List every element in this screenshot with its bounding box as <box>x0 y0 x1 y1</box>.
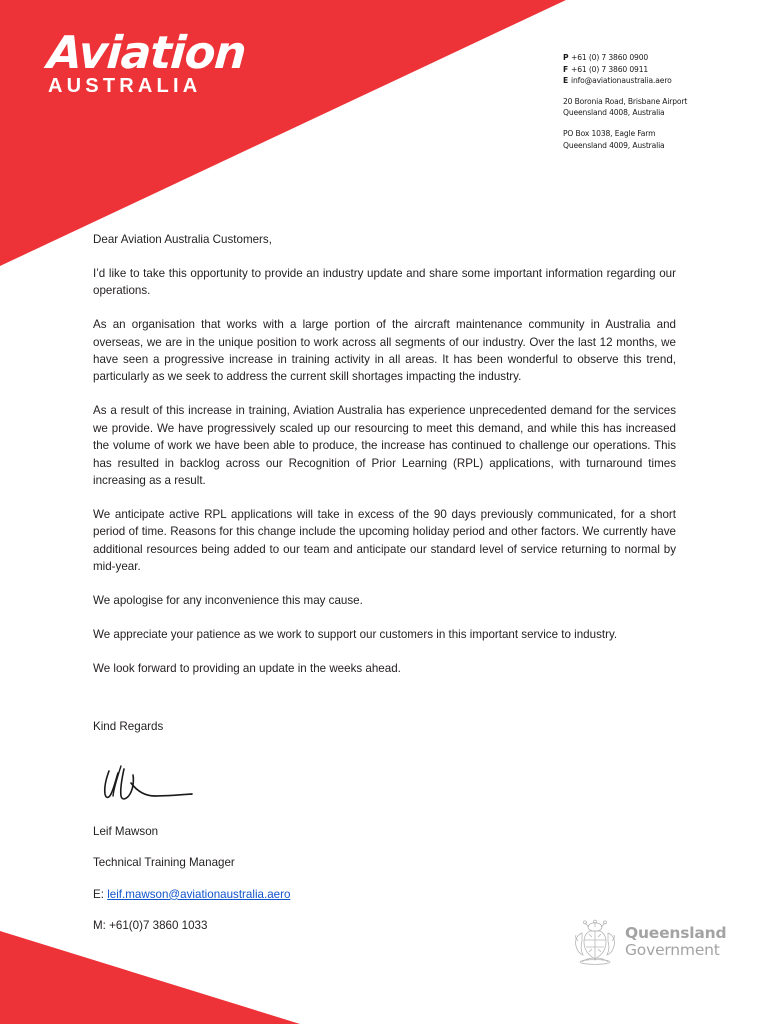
letter-paragraph-7: We look forward to providing an update in the weeks ahead. <box>93 661 401 675</box>
queensland-government-wordmark <box>625 925 726 959</box>
signer-email-row <box>93 886 513 903</box>
contact-fax-line <box>563 64 687 76</box>
letter-paragraph-1: I’d like to take this opportunity to provide an industry update and share some important information regarding our operations. <box>93 266 676 298</box>
phone-value: +61 (0) 7 3860 0900 <box>571 53 649 62</box>
email-label: E <box>563 76 569 86</box>
signer-title: Technical Training Manager <box>93 856 235 870</box>
qld-line-2: Government <box>625 941 720 959</box>
queensland-coat-of-arms-icon <box>573 919 617 965</box>
letter-body <box>93 231 676 694</box>
qld-line-1: Queensland <box>625 924 727 942</box>
signer-mobile-row <box>93 917 513 934</box>
letter-salutation: Dear Aviation Australia Customers, <box>93 233 272 246</box>
postal-address-line1: PO Box 1038, Eagle Farm <box>563 128 656 138</box>
postal-address-line2: Queensland 4009, Australia <box>563 140 665 150</box>
letter-paragraph-3: As a result of this increase in training, Aviation Australia has experience unprecedented demand for the services we provide. We have progressively scaled up our resourcing to meet this demand, and while this has increased the volume of work we have been able to produce, the increase has continued to challenge our operations. This has resulted in backlog across our Recognition of Prior Learning (RPL) applications, with turnaround times increasing as a result. <box>93 404 676 487</box>
signature-block <box>93 718 513 948</box>
street-address-line2: Queensland 4008, Australia <box>563 108 665 118</box>
contact-group-street-address <box>563 96 687 119</box>
queensland-government-logo <box>573 919 726 965</box>
logo-wordmark: Aviation <box>45 26 248 79</box>
email-prefix-label: E: <box>93 887 104 901</box>
signer-name: Leif Mawson <box>93 824 159 838</box>
letter-paragraph-4: We anticipate active RPL applications will take in excess of the 90 days previously communicated, for a short period of time. Reasons for this change include the upcoming holiday period and other factors. We currently have additional resources being added to our team and anticipate our standard level of service returning to normal by mid-year. <box>93 507 676 574</box>
contact-details-block <box>563 52 687 151</box>
contact-group-postal-address <box>563 128 687 151</box>
street-address-line1: 20 Boronia Road, Brisbane Airport <box>563 96 688 106</box>
letter-paragraph-5: We apologise for any inconvenience this may cause. <box>93 594 363 607</box>
fax-value: +61 (0) 7 3860 0911 <box>571 64 649 74</box>
handwritten-signature-icon <box>97 763 212 805</box>
email-value: info@aviationaustralia.aero <box>571 76 672 86</box>
fax-label: F <box>563 64 569 74</box>
signer-mobile-value: +61(0)7 3860 1033 <box>109 919 208 933</box>
phone-label: P <box>563 53 569 62</box>
signer-email-link[interactable]: leif.mawson@aviationaustralia.aero <box>107 887 291 901</box>
mobile-prefix-label: M: <box>93 919 106 933</box>
closing-salutation: Kind Regards <box>93 720 164 733</box>
contact-group-comms <box>563 52 687 87</box>
aviation-australia-logo <box>45 26 248 97</box>
contact-phone-line <box>563 52 687 64</box>
letter-paragraph-2: As an organisation that works with a large portion of the aircraft maintenance community in Australia and overseas, we are in the unique position to work across all segments of our industry. Over the last 12 months, we have seen a progressive increase in training activity in all areas. It has been wonderful to observe this trend, particularly as we seek to address the current skill shortages impacting the industry. <box>93 318 676 384</box>
letter-paragraph-6: We appreciate your patience as we work to support our customers in this important service to industry. <box>93 627 618 641</box>
logo-subtitle: AUSTRALIA <box>48 75 202 97</box>
contact-email-line <box>563 75 687 87</box>
